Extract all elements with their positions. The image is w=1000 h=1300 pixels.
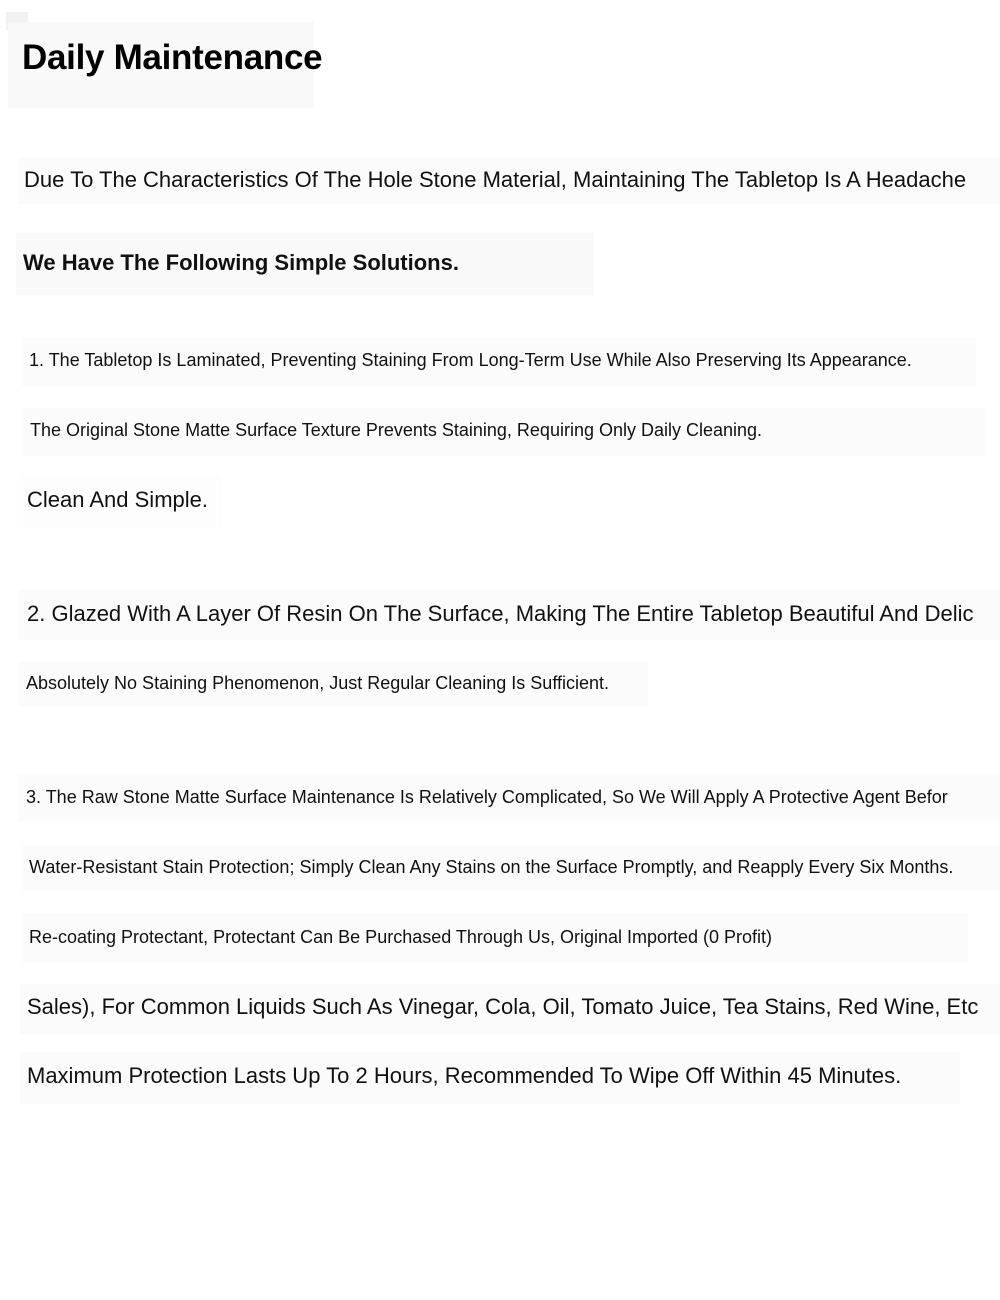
point2-line1: 2. Glazed With A Layer Of Resin On The Surface, Making The Entire Tabletop Beautiful And Delic (18, 590, 1000, 640)
point1-line3: Clean And Simple. (22, 475, 222, 527)
point3-line5: Maximum Protection Lasts Up To 2 Hours, Recommended To Wipe Off Within 45 Minutes. (20, 1052, 960, 1104)
point3-line4: Sales), For Common Liquids Such As Vinegar, Cola, Oil, Tomato Juice, Tea Stains, Red Wine, Etc (20, 984, 1000, 1034)
point1-line1: 1. The Tabletop Is Laminated, Preventing Staining From Long-Term Use While Also Preserving Its Appearance. (22, 338, 976, 386)
point3-line2: Water-Resistant Stain Protection; Simply Clean Any Stains on the Surface Promptly, and Reapply Every Six Months. (22, 845, 1000, 891)
intro-text: Due To The Characteristics Of The Hole Stone Material, Maintaining The Tabletop Is A Headache (18, 158, 1000, 204)
point3-line3: Re-coating Protectant, Protectant Can Be Purchased Through Us, Original Imported (0 Profit) (22, 913, 968, 963)
point1-line2: The Original Stone Matte Surface Texture Prevents Staining, Requiring Only Daily Cleaning. (22, 408, 986, 456)
point3-line1: 3. The Raw Stone Matte Surface Maintenance Is Relatively Complicated, So We Will Apply A Protective Agent Befor (18, 775, 1000, 821)
solutions-heading: We Have The Following Simple Solutions. (16, 233, 594, 295)
point2-line2: Absolutely No Staining Phenomenon, Just Regular Cleaning Is Sufficient. (18, 661, 648, 707)
page-title: Daily Maintenance (8, 22, 314, 108)
